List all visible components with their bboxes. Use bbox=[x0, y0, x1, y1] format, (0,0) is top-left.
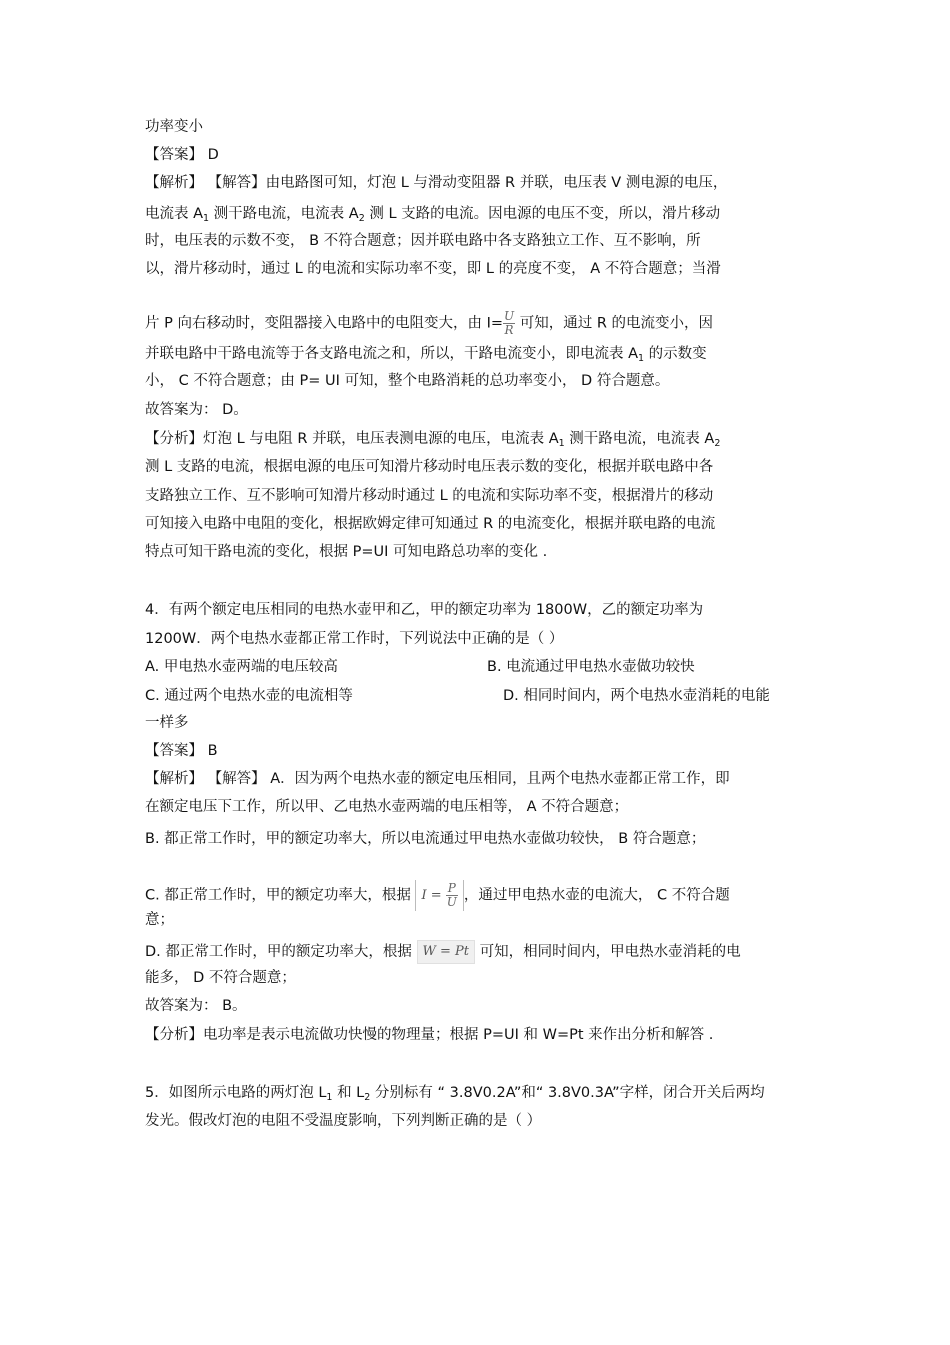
subscript: 2 bbox=[364, 1092, 371, 1103]
question-5-stem: 发光。假改灯泡的电阻不受温度影响，下列判断正确的是（ ） bbox=[145, 1113, 542, 1129]
subscript: 1 bbox=[326, 1092, 333, 1103]
subscript: 1 bbox=[203, 213, 210, 224]
text-line: 测 L 支路的电流，根据电源的电压可知滑片移动时电压表示数的变化，根据并联电路中各 bbox=[145, 459, 714, 475]
final-answer-line: 故答案为： B。 bbox=[145, 998, 247, 1014]
subscript: 1 bbox=[638, 353, 645, 364]
subscript: 1 bbox=[558, 438, 565, 449]
option-a: A. 甲电热水壶两端的电压较高 bbox=[145, 659, 338, 675]
text-line: 特点可知干路电流的变化，根据 P=UI 可知电路总功率的变化 . bbox=[145, 544, 548, 560]
option-d: D. 相同时间内，两个电热水壶消耗的电能 bbox=[503, 688, 770, 704]
option-c: C. 通过两个电热水壶的电流相等 bbox=[145, 688, 353, 704]
text-line: C. 都正常工作时，甲的额定功率大，根据 I = $\frac{P}{U}$ ，通过甲电热水壶的电流大， C 不符合题 bbox=[145, 881, 730, 909]
text-line: D. 都正常工作时，甲的额定功率大，根据 W = Pt 可知，相同时间内，甲电热水壶消耗的电 bbox=[145, 940, 741, 964]
formula-i-equals-p-over-u: I = $\frac{P}{U}$ bbox=[415, 880, 463, 911]
summary-line: 【分析】电功率是表示电流做功快慢的物理量；根据 P=UI 和 W=Pt 来作出分析和解答 . bbox=[145, 1027, 714, 1043]
text-line: 电流表 $A_1$ 测干路电流，电流表 $A_2$ 测 L 支路的电流。因电源的电压不变，所以，滑片移动 bbox=[145, 206, 721, 224]
text-line: B. 都正常工作时，甲的额定功率大，所以电流通过甲电热水壶做功较快， B 符合题意； bbox=[145, 831, 706, 847]
text-line: 片 P 向右移动时，变阻器接入电路中的电阻变大，由 I= $\frac{U}{R}$ 可知，通过 R 的电流变小，因 bbox=[145, 309, 714, 337]
text-line: 可知接入电路中电阻的变化，根据欧姆定律可知通过 R 的电流变化，根据并联电路的电流 bbox=[145, 516, 716, 532]
answer-line: 【答案】 B bbox=[145, 743, 218, 759]
text-line: 能多， D 不符合题意； bbox=[145, 970, 296, 986]
question-4-stem: 4．有两个额定电压相同的电热水壶甲和乙，甲的额定功率为 1800W，乙的额定功率为 bbox=[145, 602, 704, 618]
question-4-stem: 1200W．两个电热水壶都正常工作时，下列说法中正确的是（ ） bbox=[145, 631, 564, 647]
text-line: 支路独立工作、互不影响可知滑片移动时通过 L 的电流和实际功率不变，根据滑片的移动 bbox=[145, 488, 714, 504]
summary-line: 【分析】灯泡 L 与电阻 R 并联，电压表测电源的电压，电流表 $A_1$ 测干路电流，电流表 $A_2$ bbox=[145, 431, 721, 449]
text-line: 小， C 不符合题意；由 P= UI 可知，整个电路消耗的总功率变小， D 符合题意。 bbox=[145, 373, 670, 389]
option-b: B. 电流通过甲电热水壶做功较快 bbox=[487, 659, 695, 675]
answer-line: 【答案】 D bbox=[145, 147, 219, 163]
final-answer-line: 故答案为： D。 bbox=[145, 402, 248, 418]
analysis-line: 【解析】 【解答】 A．因为两个电热水壶的额定电压相同，且两个电热水壶都正常工作，即 bbox=[145, 771, 730, 787]
text-line: 时，电压表的示数不变， B 不符合题意；因并联电路中各支路独立工作、互不影响，所 bbox=[145, 233, 701, 249]
text-line: 在额定电压下工作，所以甲、乙电热水壶两端的电压相等， A 不符合题意； bbox=[145, 799, 629, 815]
text-line: 并联电路中干路电流等于各支路电流之和，所以，干路电流变小，即电流表 $A_1$ 的示数变 bbox=[145, 346, 707, 364]
question-5-stem: 5．如图所示电路的两灯泡 $L_1$ 和 $L_2$ 分别标有 “ 3.8V0.2A”和“ 3.8V0.3A”字样，闭合开关后两均 bbox=[145, 1085, 765, 1103]
text-line: 意； bbox=[145, 912, 174, 928]
analysis-line: 【解析】 【解答】由电路图可知，灯泡 L 与滑动变阻器 R 并联，电压表 V 测电源的电压， bbox=[145, 175, 728, 191]
option-d-continued: 一样多 bbox=[145, 715, 189, 731]
text-line: 以，滑片移动时，通过 L 的电流和实际功率不变，即 L 的亮度不变， A 不符合题意；当滑 bbox=[145, 261, 721, 277]
fraction-u-over-r: $\frac{U}{R}$ bbox=[504, 309, 515, 337]
subscript: 2 bbox=[358, 213, 365, 224]
formula-w-equals-pt: W = Pt bbox=[417, 940, 476, 964]
subscript: 2 bbox=[714, 438, 721, 449]
text-line: 功率变小 bbox=[145, 119, 203, 135]
